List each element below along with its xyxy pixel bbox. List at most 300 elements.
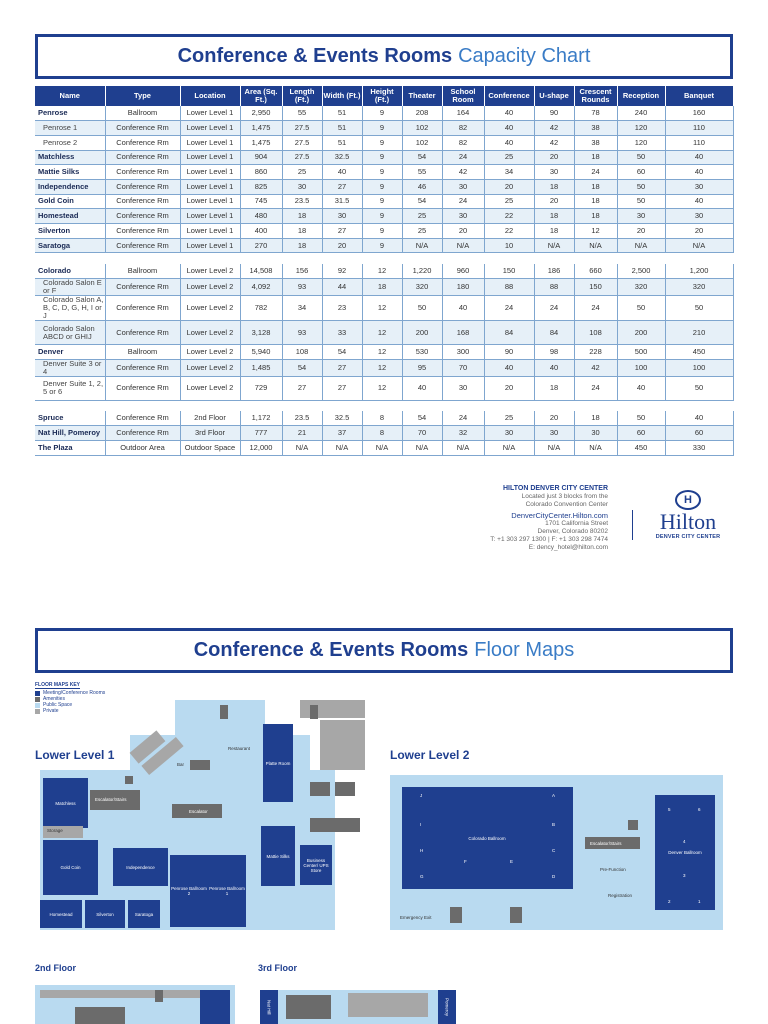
table-cell: Lower Level 2 xyxy=(180,321,240,345)
table-cell: 18 xyxy=(574,209,617,224)
table-cell: 40 xyxy=(665,165,733,180)
table-cell: 530 xyxy=(402,345,442,360)
table-cell: N/A xyxy=(574,238,617,253)
room-gold-coin[interactable]: Gold Coin xyxy=(43,840,98,895)
amenity xyxy=(310,705,318,719)
table-cell: 24 xyxy=(484,296,534,321)
room-homestead[interactable]: Homestead xyxy=(40,900,82,928)
table-cell: 12,000 xyxy=(240,441,282,456)
table-cell: Lower Level 1 xyxy=(180,209,240,224)
table-cell: Conference Rm xyxy=(105,321,180,345)
table-cell: 20 xyxy=(534,411,574,426)
table-cell: 2,950 xyxy=(240,106,282,121)
table-cell: 42 xyxy=(534,121,574,136)
table-cell: 18 xyxy=(574,150,617,165)
table-cell: Conference Rm xyxy=(105,359,180,376)
table-cell: 210 xyxy=(665,321,733,345)
salon-g-label: G xyxy=(420,874,424,879)
table-row xyxy=(35,150,733,165)
table-cell: 90 xyxy=(534,106,574,121)
column-header: Name xyxy=(35,86,105,106)
table-cell: 14,508 xyxy=(240,264,282,279)
table-cell: Conference Rm xyxy=(105,224,180,239)
table-cell: 30 xyxy=(442,179,484,194)
table-row xyxy=(35,165,733,180)
table-cell: 660 xyxy=(574,264,617,279)
table-cell: Lower Level 2 xyxy=(180,359,240,376)
table-cell: N/A xyxy=(362,441,402,456)
table-cell: 18 xyxy=(534,224,574,239)
table-cell: 270 xyxy=(240,238,282,253)
table-cell: 34 xyxy=(484,165,534,180)
table-cell: 10 xyxy=(484,238,534,253)
table-cell: 3rd Floor xyxy=(180,426,240,441)
table-cell: Lower Level 2 xyxy=(180,345,240,360)
table-cell: 100 xyxy=(617,359,665,376)
restroom-icon xyxy=(155,990,163,1002)
table-cell: 2nd Floor xyxy=(180,411,240,426)
amenity xyxy=(190,760,210,770)
table-cell: 50 xyxy=(617,194,665,209)
table-cell: 3,128 xyxy=(240,321,282,345)
table-cell: 70 xyxy=(402,426,442,441)
table-cell: 18 xyxy=(282,238,322,253)
table-spacer xyxy=(35,400,733,411)
table-cell: 34 xyxy=(282,296,322,321)
logo-divider xyxy=(632,510,633,540)
table-cell: N/A xyxy=(322,441,362,456)
table-cell: 27.5 xyxy=(282,121,322,136)
table-cell: 30 xyxy=(322,209,362,224)
suite-3-label: 3 xyxy=(683,873,686,878)
table-cell: 9 xyxy=(362,209,402,224)
restaurant-label: Restaurant xyxy=(228,746,251,751)
table-cell: 20 xyxy=(322,238,362,253)
hilton-wordmark: Hilton xyxy=(659,509,717,534)
table-cell: 27 xyxy=(322,179,362,194)
table-row xyxy=(35,411,733,426)
table-cell: 320 xyxy=(617,279,665,296)
hilton-logo-sub: DENVER CITY CENTER xyxy=(655,534,721,540)
table-cell: 50 xyxy=(617,179,665,194)
room-spruce[interactable] xyxy=(200,990,230,1024)
table-cell: 24 xyxy=(574,165,617,180)
table-cell: 480 xyxy=(240,209,282,224)
table-cell: 777 xyxy=(240,426,282,441)
column-header: Conference xyxy=(484,86,534,106)
table-cell: 42 xyxy=(574,359,617,376)
table-cell: Conference Rm xyxy=(105,296,180,321)
table-row xyxy=(35,194,733,209)
table-cell: 22 xyxy=(484,224,534,239)
table-row xyxy=(35,238,733,253)
table-row xyxy=(35,321,733,345)
denver-ballroom-label: Denver Ballroom xyxy=(668,850,702,855)
salon-b-label: B xyxy=(552,822,556,827)
table-cell: 18 xyxy=(282,209,322,224)
table-cell: 30 xyxy=(484,426,534,441)
table-cell: 27 xyxy=(282,376,322,400)
table-cell: 40 xyxy=(322,165,362,180)
table-cell: 108 xyxy=(282,345,322,360)
room-name-cell: Colorado Salon E or F xyxy=(35,279,105,296)
key-label: Meeting/Conference Rooms xyxy=(43,690,106,696)
table-cell: 93 xyxy=(282,279,322,296)
table-cell: 51 xyxy=(322,135,362,150)
key-label: Amenities xyxy=(43,696,65,702)
restroom-icon xyxy=(310,818,360,832)
table-row xyxy=(35,224,733,239)
capacity-table xyxy=(35,86,734,456)
table-cell: 9 xyxy=(362,135,402,150)
hotel-name: HILTON DENVER CITY CENTER xyxy=(502,485,608,492)
table-cell: 18 xyxy=(574,179,617,194)
column-header: Area (Sq. Ft.) xyxy=(240,86,282,106)
table-cell: 400 xyxy=(240,224,282,239)
table-cell: Conference Rm xyxy=(105,179,180,194)
room-mattie-silks[interactable]: Mattie Silks xyxy=(261,826,295,886)
table-cell: Ballroom xyxy=(105,264,180,279)
restroom-icon xyxy=(450,907,462,923)
table-row xyxy=(35,209,733,224)
table-cell: Conference Rm xyxy=(105,165,180,180)
table-cell: 1,220 xyxy=(402,264,442,279)
table-cell: 38 xyxy=(574,135,617,150)
suite-4-label: 4 xyxy=(683,839,686,844)
table-cell: 82 xyxy=(442,121,484,136)
table-row xyxy=(35,264,733,279)
table-cell: 320 xyxy=(665,279,733,296)
room-name-cell: Penrose 2 xyxy=(35,135,105,150)
table-cell: 23 xyxy=(322,296,362,321)
table-cell: 18 xyxy=(534,376,574,400)
table-cell: 50 xyxy=(402,296,442,321)
suite-1-label: 1 xyxy=(698,899,701,904)
room-name-cell: Penrose xyxy=(35,106,105,121)
table-cell: 60 xyxy=(617,426,665,441)
table-cell: 23.5 xyxy=(282,194,322,209)
salon-h-label: H xyxy=(420,848,424,853)
table-cell: Conference Rm xyxy=(105,194,180,209)
table-cell: 38 xyxy=(574,121,617,136)
escalator-stairs-label: Escalator/Stairs xyxy=(95,797,127,802)
table-cell: N/A xyxy=(402,441,442,456)
salon-e-label: E xyxy=(510,859,514,864)
table-cell: 9 xyxy=(362,150,402,165)
column-header: School Room xyxy=(442,86,484,106)
level-label-2nd-floor: 2nd Floor xyxy=(35,963,76,973)
room-name-cell: The Plaza xyxy=(35,441,105,456)
table-cell: 20 xyxy=(484,179,534,194)
table-cell: 32.5 xyxy=(322,150,362,165)
level-label-ll2: Lower Level 2 xyxy=(390,748,470,762)
map-3rd-floor xyxy=(258,985,458,1024)
table-cell: 208 xyxy=(402,106,442,121)
table-cell: 54 xyxy=(402,150,442,165)
room-name-cell: Gold Coin xyxy=(35,194,105,209)
room-business-center[interactable]: Business Center/ UPS Store xyxy=(300,845,332,885)
table-cell: 9 xyxy=(362,165,402,180)
column-header: U-shape xyxy=(534,86,574,106)
table-cell: 30 xyxy=(665,179,733,194)
room-name-cell: Colorado Salon ABCD or GHIJ xyxy=(35,321,105,345)
hotel-phone: T: +1 303 297 1300 | F: +1 303 298 7474 xyxy=(490,536,608,543)
table-cell: 84 xyxy=(534,321,574,345)
title-light-part: Floor Maps xyxy=(474,639,575,661)
room-saratoga[interactable]: Saratoga xyxy=(128,900,160,928)
table-cell: Ballroom xyxy=(105,345,180,360)
salon-f-label: F xyxy=(464,859,467,864)
table-cell: 60 xyxy=(665,426,733,441)
table-cell: 95 xyxy=(402,359,442,376)
room-name-cell: Silverton xyxy=(35,224,105,239)
table-cell: 20 xyxy=(534,150,574,165)
table-cell: 54 xyxy=(402,411,442,426)
table-cell: 2,500 xyxy=(617,264,665,279)
table-cell: 27.5 xyxy=(282,150,322,165)
table-cell: 42 xyxy=(534,135,574,150)
table-cell: 25 xyxy=(402,224,442,239)
table-cell: 200 xyxy=(617,321,665,345)
room-platte[interactable]: Platte Room xyxy=(263,724,293,802)
table-cell: 860 xyxy=(240,165,282,180)
table-cell: 745 xyxy=(240,194,282,209)
table-row xyxy=(35,441,733,456)
table-cell: Lower Level 2 xyxy=(180,279,240,296)
table-cell: 98 xyxy=(534,345,574,360)
title-bold-part: Conference & Events Rooms xyxy=(193,639,469,661)
restroom-icon xyxy=(335,782,355,796)
table-cell: 30 xyxy=(442,376,484,400)
floor-maps-title xyxy=(35,628,733,673)
table-cell: 20 xyxy=(484,376,534,400)
escalator-label: Escalator xyxy=(189,809,208,814)
table-cell: Lower Level 1 xyxy=(180,106,240,121)
table-cell: 40 xyxy=(665,194,733,209)
key-title: FLOOR MAPS KEY xyxy=(35,682,81,688)
table-cell: Conference Rm xyxy=(105,135,180,150)
table-cell: 50 xyxy=(617,296,665,321)
room-name-cell: Independence xyxy=(35,179,105,194)
map-lower-level-1 xyxy=(35,700,365,930)
table-cell: 25 xyxy=(484,411,534,426)
table-cell: N/A xyxy=(282,441,322,456)
room-name-cell: Homestead xyxy=(35,209,105,224)
table-cell: 9 xyxy=(362,194,402,209)
table-cell: 1,485 xyxy=(240,359,282,376)
table-cell: 24 xyxy=(442,411,484,426)
table-cell: Outdoor Area xyxy=(105,441,180,456)
column-header: Reception xyxy=(617,86,665,106)
room-name-cell: Matchless xyxy=(35,150,105,165)
table-cell: 164 xyxy=(442,106,484,121)
table-cell: 24 xyxy=(442,194,484,209)
room-name-cell: Saratoga xyxy=(35,238,105,253)
room-pomeroy[interactable]: Pomeroy xyxy=(438,990,456,1024)
table-cell: 825 xyxy=(240,179,282,194)
table-cell: 20 xyxy=(617,224,665,239)
spacer-cell xyxy=(35,253,733,264)
table-cell: 12 xyxy=(362,264,402,279)
table-cell: 9 xyxy=(362,121,402,136)
table-cell: N/A xyxy=(574,441,617,456)
table-cell: Lower Level 1 xyxy=(180,224,240,239)
table-cell: 18 xyxy=(282,224,322,239)
table-row xyxy=(35,279,733,296)
table-cell: 12 xyxy=(362,376,402,400)
table-cell: 25 xyxy=(282,165,322,180)
table-cell: 24 xyxy=(534,296,574,321)
table-cell: Conference Rm xyxy=(105,426,180,441)
table-cell: Lower Level 1 xyxy=(180,135,240,150)
table-cell: 40 xyxy=(484,359,534,376)
table-cell: 5,940 xyxy=(240,345,282,360)
table-cell: 23.5 xyxy=(282,411,322,426)
table-cell: 40 xyxy=(617,376,665,400)
table-cell: 20 xyxy=(534,194,574,209)
table-cell: 12 xyxy=(362,359,402,376)
salon-i-label: I xyxy=(420,822,422,827)
table-cell: 51 xyxy=(322,106,362,121)
table-cell: Lower Level 2 xyxy=(180,296,240,321)
table-cell: N/A xyxy=(484,441,534,456)
hotel-email[interactable]: E: dency_hotel@hilton.com xyxy=(528,544,608,551)
room-independence[interactable]: Independence xyxy=(113,848,168,886)
table-cell: 25 xyxy=(402,209,442,224)
table-cell: 33 xyxy=(322,321,362,345)
table-cell: 30 xyxy=(282,179,322,194)
private-space xyxy=(348,993,428,1017)
table-cell: 120 xyxy=(617,121,665,136)
table-cell: 40 xyxy=(442,296,484,321)
table-cell: 27 xyxy=(322,224,362,239)
table-cell: 20 xyxy=(442,224,484,239)
table-cell: Conference Rm xyxy=(105,209,180,224)
table-cell: 150 xyxy=(574,279,617,296)
room-penrose-ballroom-2[interactable]: Penrose Ballroom 2 xyxy=(170,855,208,927)
table-cell: 32.5 xyxy=(322,411,362,426)
table-cell: 40 xyxy=(402,376,442,400)
table-cell: 31.5 xyxy=(322,194,362,209)
table-cell: 330 xyxy=(665,441,733,456)
table-cell: 110 xyxy=(665,135,733,150)
room-name-cell: Mattie Silks xyxy=(35,165,105,180)
table-cell: 500 xyxy=(617,345,665,360)
room-name-cell: Penrose 1 xyxy=(35,121,105,136)
table-cell: 12 xyxy=(362,296,402,321)
table-cell: 782 xyxy=(240,296,282,321)
hilton-logo xyxy=(648,490,728,540)
storage-label: Storage xyxy=(47,828,63,833)
table-cell: 1,475 xyxy=(240,135,282,150)
table-cell: 8 xyxy=(362,411,402,426)
table-cell: 40 xyxy=(534,359,574,376)
table-cell: 1,172 xyxy=(240,411,282,426)
table-cell: Lower Level 2 xyxy=(180,376,240,400)
table-cell: 70 xyxy=(442,359,484,376)
table-cell: 42 xyxy=(442,165,484,180)
emergency-exit-label: Emergency Exit xyxy=(400,915,432,920)
suite-2-label: 2 xyxy=(668,899,671,904)
salon-j-label: J xyxy=(420,793,423,798)
table-cell: 160 xyxy=(665,106,733,121)
room-silverton[interactable]: Silverton xyxy=(85,900,125,928)
table-cell: 18 xyxy=(574,194,617,209)
capacity-chart-title xyxy=(35,34,733,79)
room-nat-hill[interactable]: Nat Hill xyxy=(260,990,278,1024)
table-cell: 450 xyxy=(617,441,665,456)
column-header: Type xyxy=(105,86,180,106)
column-header: Height (Ft.) xyxy=(362,86,402,106)
table-cell: 168 xyxy=(442,321,484,345)
table-row xyxy=(35,296,733,321)
table-row xyxy=(35,121,733,136)
table-cell: 27.5 xyxy=(282,135,322,150)
registration-label: Registration xyxy=(608,893,633,898)
table-cell: Conference Rm xyxy=(105,238,180,253)
room-matchless[interactable]: Matchless xyxy=(43,778,88,828)
table-cell: 40 xyxy=(484,121,534,136)
table-cell: 55 xyxy=(282,106,322,121)
column-header: Length (Ft.) xyxy=(282,86,322,106)
table-cell: Conference Rm xyxy=(105,411,180,426)
table-cell: 30 xyxy=(665,209,733,224)
table-cell: 22 xyxy=(484,209,534,224)
hotel-website-link[interactable]: DenverCityCenter.Hilton.com xyxy=(511,511,608,520)
table-cell: Lower Level 1 xyxy=(180,238,240,253)
table-cell: 102 xyxy=(402,121,442,136)
table-cell: 60 xyxy=(617,165,665,180)
table-cell: 54 xyxy=(282,359,322,376)
table-cell: 108 xyxy=(574,321,617,345)
table-cell: N/A xyxy=(617,238,665,253)
table-cell: 25 xyxy=(484,194,534,209)
key-label: Public Space xyxy=(43,702,73,708)
table-cell: 30 xyxy=(574,426,617,441)
table-cell: 18 xyxy=(574,411,617,426)
suite-6-label: 6 xyxy=(698,807,701,812)
room-name-cell: Denver Suite 3 or 4 xyxy=(35,359,105,376)
hotel-city: Denver, Colorado 80202 xyxy=(537,528,608,535)
level-label-ll1: Lower Level 1 xyxy=(35,748,115,762)
table-cell: Ballroom xyxy=(105,106,180,121)
room-penrose-ballroom-1[interactable]: Penrose Ballroom 1 xyxy=(208,855,246,927)
table-cell: 50 xyxy=(665,376,733,400)
table-cell: 21 xyxy=(282,426,322,441)
room-name-cell: Nat Hill, Pomeroy xyxy=(35,426,105,441)
amenity xyxy=(125,776,133,784)
room-denver-ballroom[interactable] xyxy=(655,795,715,910)
table-cell: 44 xyxy=(322,279,362,296)
elevator-bank xyxy=(75,1007,125,1024)
table-cell: 1,200 xyxy=(665,264,733,279)
table-cell: Conference Rm xyxy=(105,150,180,165)
table-cell: Lower Level 2 xyxy=(180,264,240,279)
table-cell: 24 xyxy=(574,376,617,400)
hotel-line1: Located just 3 blocks from the xyxy=(521,493,608,500)
table-cell: Lower Level 1 xyxy=(180,121,240,136)
level-label-3rd-floor: 3rd Floor xyxy=(258,963,298,973)
table-cell: 18 xyxy=(362,279,402,296)
table-cell: 100 xyxy=(665,359,733,376)
table-header-row xyxy=(35,86,733,106)
table-cell: 156 xyxy=(282,264,322,279)
table-cell: 40 xyxy=(484,135,534,150)
salon-a-label: A xyxy=(552,793,556,798)
table-cell: 240 xyxy=(617,106,665,121)
table-cell: 904 xyxy=(240,150,282,165)
table-cell: 54 xyxy=(402,194,442,209)
